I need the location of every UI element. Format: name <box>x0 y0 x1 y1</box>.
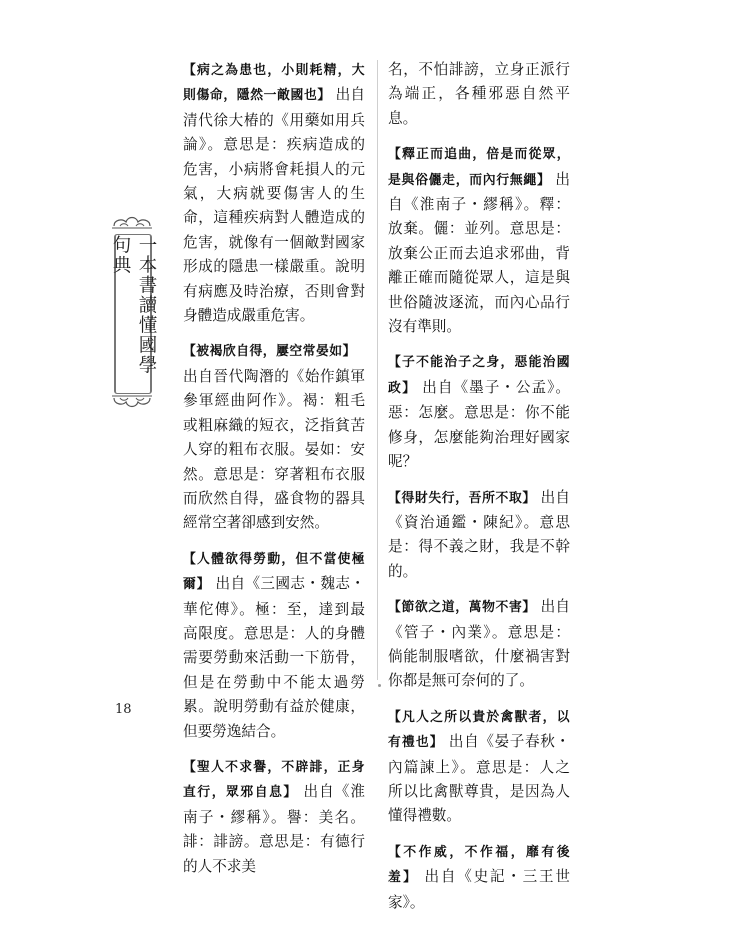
book-side-title <box>110 234 157 394</box>
entry-5 <box>388 142 570 339</box>
entry-body: 出自清代徐大椿的《用藥如用兵論》。意思是：疾病造成的危害，小病將會耗損人的元氣，大病就要傷害人的生命，這種疾病對人體造成的危害，就像有一個敵對國家形成的隱患一樣嚴重。說明有病應及時治療，否則會對身體造成嚴重危害。 <box>183 86 366 325</box>
cloud-ornament-top-icon <box>110 214 154 230</box>
center-dot <box>378 684 381 687</box>
left-column <box>183 58 365 890</box>
entry-9 <box>388 705 570 829</box>
entry-8 <box>388 595 570 694</box>
column-divider <box>377 60 378 680</box>
entry-title: 【病之為患也，小則耗精，大則傷命，隱然一敵國也】 <box>183 63 365 104</box>
entry-title: 【釋正而追曲，倍是而從眾，是與俗儷走，而內行無繩】 <box>388 147 570 188</box>
entry-body: 出自《資治通鑑・陳紀》。意思是：得不義之財，我是不幹的。 <box>388 488 571 580</box>
entry-4 <box>183 755 365 879</box>
entry-body: 出自《晏子春秋・內篇諫上》。意思是：人之所以比禽獸尊貴，是因為人懂得禮數。 <box>388 733 571 825</box>
entry-title: 【節欲之道，萬物不害】 <box>388 600 536 616</box>
entry-body: 出自晉代陶潛的《始作鎮軍參軍經曲阿作》。褐：粗毛或粗麻織的短衣，泛指貧苦人穿的粗布衣服。晏如：安然。意思是：穿著粗布衣服而欣然自得，盛食物的器具經常空著卻感到安然。 <box>183 367 365 532</box>
entry-2 <box>183 339 365 535</box>
entry-title: 【人體欲得勞動，但不當使極爾】 <box>183 551 365 593</box>
entry-body: 出自《墨子・公孟》。惡：怎麼。意思是：你不能修身，怎麼能夠治理好國家呢？ <box>388 378 571 471</box>
book-side-title-text: 一本書讀懂國學句典 <box>110 235 157 375</box>
entry-body: 出自《史記・三王世家》。 <box>388 868 570 911</box>
entry-title: 【凡人之所以貴於禽獸者，以有禮也】 <box>388 709 570 751</box>
entry-7 <box>388 486 570 585</box>
entry-body: 出自《三國志・魏志・華佗傳》。極：至，達到最高限度。意思是：人的身體需要勞動來活動一下筋骨，但是在勞動中不能太過勞累。說明勞動有益於健康，但要勞逸結合。 <box>183 575 366 740</box>
entry-6 <box>388 350 570 474</box>
entry-title: 【子不能治子之身，惡能治國政】 <box>388 355 570 396</box>
entry-body: 出自《淮南子・繆稱》。譽：美名。誹：誹謗。意思是：有德行的人不求美 <box>183 783 365 875</box>
entry-title: 【聖人不求譽，不辟誹，正身直行，眾邪自息】 <box>183 759 365 801</box>
entry-body: 出自《淮南子・繆稱》。釋：放棄。儷：並列。意思是：放棄公正而去追求邪曲，背離正確而隨從眾人，這是與世俗隨波逐流，而內心品行沒有準則。 <box>388 170 571 336</box>
entry-body: 名，不怕誹謗，立身正派行為端正，各種邪惡自然平息。 <box>388 61 570 127</box>
page-number: 18 <box>115 702 132 717</box>
entry-3 <box>183 547 365 744</box>
entry-title: 【被褐欣自得，屢空常晏如】 <box>183 344 356 360</box>
entry-10 <box>388 840 570 915</box>
entry-1 <box>183 58 365 328</box>
entry-title: 【不作威，不作福，靡有後羞】 <box>388 844 570 886</box>
cloud-ornament-bottom-icon <box>110 394 154 410</box>
entry-body: 出自《管子・內業》。意思是：倘能制服嗜欲，什麼禍害對你都是無可奈何的了。 <box>388 598 571 690</box>
right-column <box>388 58 570 926</box>
entry-4-continuation <box>388 58 570 131</box>
entry-title: 【得財失行，吾所不取】 <box>388 490 536 506</box>
